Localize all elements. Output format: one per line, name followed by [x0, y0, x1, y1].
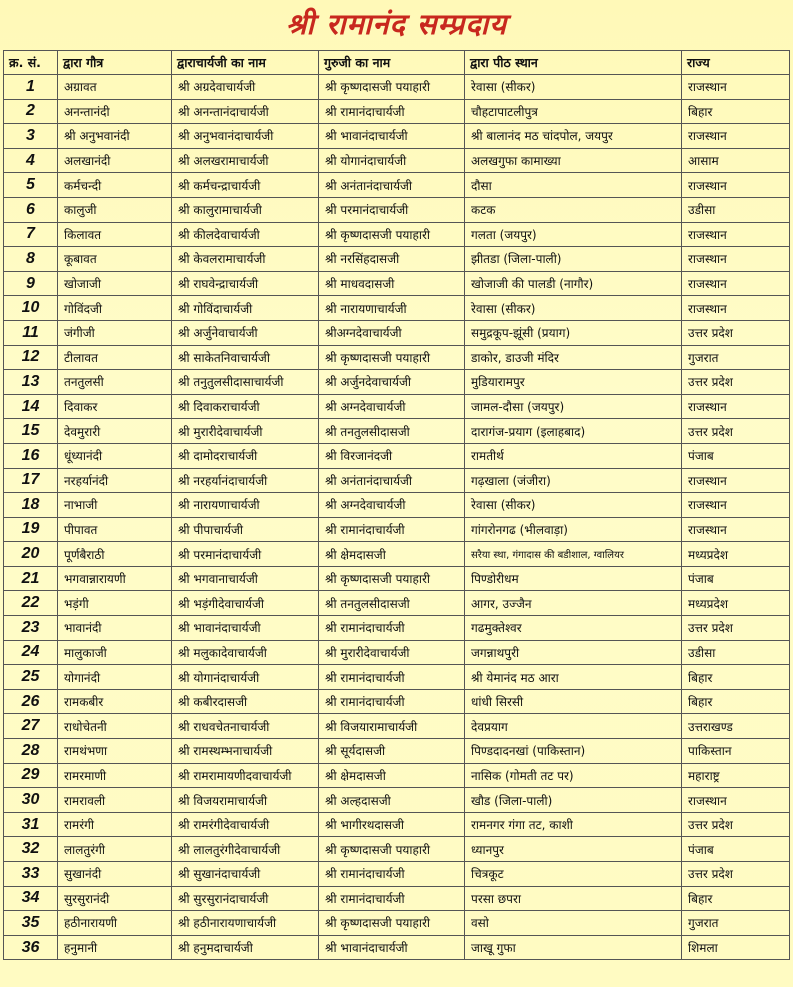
- acharya-cell: श्री अर्जुनेवाचार्यजी: [172, 320, 319, 345]
- table-header-row: [4, 51, 790, 75]
- place-cell: रेवासा (सीकर): [465, 75, 682, 100]
- table-row: [4, 542, 790, 567]
- serial-cell: 17: [4, 468, 58, 493]
- serial-cell: 30: [4, 788, 58, 813]
- guru-cell: श्री तनतुलसीदासजी: [319, 591, 465, 616]
- serial-cell: 8: [4, 247, 58, 272]
- place-cell: सरैया स्था, गंगादास की बडीशाल, ग्वालियर: [465, 542, 682, 567]
- table-row: [4, 886, 790, 911]
- acharya-cell: श्री राधवचेतनाचार्यजी: [172, 714, 319, 739]
- acharya-cell: श्री अनुभवानंदाचार्यजी: [172, 124, 319, 149]
- guru-cell: श्री रामानंदाचार्यजी: [319, 689, 465, 714]
- acharya-cell: श्री राघवेन्द्राचार्यजी: [172, 271, 319, 296]
- place-cell: गांगरोनगढ (भीलवाड़ा): [465, 517, 682, 542]
- acharya-cell: श्री अलखरामाचार्यजी: [172, 148, 319, 173]
- acharya-cell: श्री योगानंदाचार्यजी: [172, 665, 319, 690]
- guru-cell: श्री कृष्णदासजी पयाहारी: [319, 837, 465, 862]
- state-cell: उत्तर प्रदेश: [682, 320, 790, 345]
- table-row: [4, 197, 790, 222]
- guru-cell: श्री माधवदासजी: [319, 271, 465, 296]
- header-state: राज्य: [682, 51, 790, 75]
- serial-cell: 23: [4, 616, 58, 641]
- serial-cell: 4: [4, 148, 58, 173]
- acharya-cell: श्री सुरसुरानंदाचार्यजी: [172, 886, 319, 911]
- acharya-cell: श्री केवलरामाचार्यजी: [172, 247, 319, 272]
- gotra-cell: अलखानंदी: [58, 148, 172, 173]
- gotra-cell: सुरसुरानंदी: [58, 886, 172, 911]
- guru-cell: श्री कृष्णदासजी पयाहारी: [319, 75, 465, 100]
- state-cell: आसाम: [682, 148, 790, 173]
- serial-cell: 33: [4, 862, 58, 887]
- table-row: [4, 75, 790, 100]
- guru-cell: श्री विजयारामाचार्यजी: [319, 714, 465, 739]
- acharya-cell: श्री लालतुरंगीदेवाचार्यजी: [172, 837, 319, 862]
- guru-cell: श्री अनंतानंदाचार्यजी: [319, 173, 465, 198]
- gotra-cell: भगवान्नारायणी: [58, 566, 172, 591]
- state-cell: उडीसा: [682, 640, 790, 665]
- guru-cell: श्री भागीरथदासजी: [319, 812, 465, 837]
- page-title: श्री रामानंद सम्प्रदाय: [285, 7, 508, 41]
- state-cell: मध्यप्रदेश: [682, 591, 790, 616]
- gotra-cell: मालुकाजी: [58, 640, 172, 665]
- place-cell: मुडियारामपुर: [465, 370, 682, 395]
- serial-cell: 6: [4, 197, 58, 222]
- gotra-cell: रामरावली: [58, 788, 172, 813]
- table-row: [4, 443, 790, 468]
- state-cell: बिहार: [682, 886, 790, 911]
- guru-cell: श्री नरसिंहदासजी: [319, 247, 465, 272]
- table-row: [4, 148, 790, 173]
- place-cell: जाखू गुफा: [465, 935, 682, 960]
- acharya-cell: श्री दिवाकराचार्यजी: [172, 394, 319, 419]
- guru-cell: श्री अग्नदेवाचार्यजी: [319, 394, 465, 419]
- gotra-cell: अनन्तानंदी: [58, 99, 172, 124]
- acharya-cell: श्री कालुरामाचार्यजी: [172, 197, 319, 222]
- place-cell: श्री बालानंद मठ चांदपोल, जयपुर: [465, 124, 682, 149]
- state-cell: राजस्थान: [682, 394, 790, 419]
- table-row: [4, 517, 790, 542]
- acharya-cell: श्री कबीरदासजी: [172, 689, 319, 714]
- table-row: [4, 370, 790, 395]
- header-serial: क्र. सं.: [4, 51, 58, 75]
- serial-cell: 1: [4, 75, 58, 100]
- table-row: [4, 616, 790, 641]
- table-row: [4, 320, 790, 345]
- place-cell: खौड (जिला-पाली): [465, 788, 682, 813]
- guru-cell: श्री कृष्णदासजी पयाहारी: [319, 911, 465, 936]
- state-cell: उडीसा: [682, 197, 790, 222]
- place-cell: देवप्रयाग: [465, 714, 682, 739]
- table-row: [4, 419, 790, 444]
- serial-cell: 35: [4, 911, 58, 936]
- table-row: [4, 345, 790, 370]
- gotra-cell: हनुमानी: [58, 935, 172, 960]
- serial-cell: 27: [4, 714, 58, 739]
- guru-cell: श्री रामानंदाचार्यजी: [319, 99, 465, 124]
- state-cell: बिहार: [682, 689, 790, 714]
- place-cell: ध्यानपुर: [465, 837, 682, 862]
- guru-cell: श्री कृष्णदासजी पयाहारी: [319, 566, 465, 591]
- table-row: [4, 739, 790, 764]
- serial-cell: 16: [4, 443, 58, 468]
- serial-cell: 22: [4, 591, 58, 616]
- guru-cell: श्री भावानंदाचार्यजी: [319, 935, 465, 960]
- guru-cell: श्री रामानंदाचार्यजी: [319, 886, 465, 911]
- acharya-cell: श्री नरहर्यानंदाचार्यजी: [172, 468, 319, 493]
- guru-cell: श्री तनतुलसीदासजी: [319, 419, 465, 444]
- place-cell: धांधी सिरसी: [465, 689, 682, 714]
- guru-cell: श्री सूर्यदासजी: [319, 739, 465, 764]
- table-row: [4, 788, 790, 813]
- table-row: [4, 812, 790, 837]
- serial-cell: 32: [4, 837, 58, 862]
- serial-cell: 29: [4, 763, 58, 788]
- serial-cell: 36: [4, 935, 58, 960]
- gotra-cell: रामकबीर: [58, 689, 172, 714]
- place-cell: रामनगर गंगा तट, काशी: [465, 812, 682, 837]
- acharya-cell: श्री दामोदराचार्यजी: [172, 443, 319, 468]
- state-cell: राजस्थान: [682, 247, 790, 272]
- serial-cell: 24: [4, 640, 58, 665]
- serial-cell: 11: [4, 320, 58, 345]
- serial-cell: 7: [4, 222, 58, 247]
- table-row: [4, 640, 790, 665]
- acharya-cell: श्री मुरारीदेवाचार्यजी: [172, 419, 319, 444]
- state-cell: राजस्थान: [682, 788, 790, 813]
- place-cell: खोजाजी की पालडी (नागौर): [465, 271, 682, 296]
- state-cell: उत्तर प्रदेश: [682, 419, 790, 444]
- guru-cell: श्री अर्जुनदेवाचार्यजी: [319, 370, 465, 395]
- serial-cell: 2: [4, 99, 58, 124]
- serial-cell: 15: [4, 419, 58, 444]
- acharya-cell: श्री भावानंदाचार्यजी: [172, 616, 319, 641]
- state-cell: राजस्थान: [682, 517, 790, 542]
- acharya-cell: श्री गोविंदाचार्यजी: [172, 296, 319, 321]
- place-cell: दौसा: [465, 173, 682, 198]
- state-cell: उत्तर प्रदेश: [682, 862, 790, 887]
- state-cell: राजस्थान: [682, 222, 790, 247]
- acharya-cell: श्री सुखानंदाचार्यजी: [172, 862, 319, 887]
- serial-cell: 10: [4, 296, 58, 321]
- state-cell: उत्तराखण्ड: [682, 714, 790, 739]
- gotra-cell: नाभाजी: [58, 493, 172, 518]
- serial-cell: 13: [4, 370, 58, 395]
- gotra-cell: जंगीजी: [58, 320, 172, 345]
- acharya-cell: श्री रामस्थम्भनाचार्यजी: [172, 739, 319, 764]
- place-cell: झीतडा (जिला-पाली): [465, 247, 682, 272]
- table-row: [4, 99, 790, 124]
- acharya-cell: श्री हनुमदाचार्यजी: [172, 935, 319, 960]
- table-row: [4, 468, 790, 493]
- state-cell: बिहार: [682, 665, 790, 690]
- table-row: [4, 173, 790, 198]
- gotra-cell: दिवाकर: [58, 394, 172, 419]
- place-cell: गढमुक्तेश्वर: [465, 616, 682, 641]
- guru-cell: श्री नारायणाचार्यजी: [319, 296, 465, 321]
- serial-cell: 28: [4, 739, 58, 764]
- gotra-cell: कूबावत: [58, 247, 172, 272]
- acharya-cell: श्री भगवानाचार्यजी: [172, 566, 319, 591]
- gotra-cell: देवमुरारी: [58, 419, 172, 444]
- serial-cell: 12: [4, 345, 58, 370]
- place-cell: रामतीर्थ: [465, 443, 682, 468]
- gotra-cell: पीपावत: [58, 517, 172, 542]
- serial-cell: 26: [4, 689, 58, 714]
- acharya-cell: श्री पीपाचार्यजी: [172, 517, 319, 542]
- table-row: [4, 566, 790, 591]
- guru-cell: श्री रामानंदाचार्यजी: [319, 517, 465, 542]
- table-row: [4, 763, 790, 788]
- table-row: [4, 296, 790, 321]
- gotra-cell: रामथंभणा: [58, 739, 172, 764]
- gotra-cell: योगानंदी: [58, 665, 172, 690]
- state-cell: पंजाब: [682, 566, 790, 591]
- place-cell: दारागंज-प्रयाग (इलाहबाद): [465, 419, 682, 444]
- serial-cell: 14: [4, 394, 58, 419]
- place-cell: रेवासा (सीकर): [465, 493, 682, 518]
- serial-cell: 19: [4, 517, 58, 542]
- gotra-cell: नरहर्यानंदी: [58, 468, 172, 493]
- guru-cell: श्रीअग्नदेवाचार्यजी: [319, 320, 465, 345]
- table-row: [4, 911, 790, 936]
- serial-cell: 31: [4, 812, 58, 837]
- acharya-cell: श्री नारायणाचार्यजी: [172, 493, 319, 518]
- table-row: [4, 935, 790, 960]
- guru-cell: श्री विरजानंदजी: [319, 443, 465, 468]
- gotra-cell: टीलावत: [58, 345, 172, 370]
- place-cell: पिण्डदादनखां (पाकिस्तान): [465, 739, 682, 764]
- state-cell: राजस्थान: [682, 468, 790, 493]
- place-cell: नासिक (गोमती तट पर): [465, 763, 682, 788]
- place-cell: पिण्डोरीधम: [465, 566, 682, 591]
- gotra-cell: भावानंदी: [58, 616, 172, 641]
- state-cell: महाराष्ट्र: [682, 763, 790, 788]
- place-cell: कटक: [465, 197, 682, 222]
- guru-cell: श्री रामानंदाचार्यजी: [319, 665, 465, 690]
- place-cell: गढ़खाला (जंजीरा): [465, 468, 682, 493]
- place-cell: श्री येमानंद मठ आरा: [465, 665, 682, 690]
- table-row: [4, 247, 790, 272]
- acharya-cell: श्री तनुतुलसीदासाचार्यजी: [172, 370, 319, 395]
- header-gotra: द्वारा गौत्र: [58, 51, 172, 75]
- acharya-cell: श्री कर्मचन्द्राचार्यजी: [172, 173, 319, 198]
- place-cell: डाकोर, डाउजी मंदिर: [465, 345, 682, 370]
- place-cell: जामल-दौसा (जयपुर): [465, 394, 682, 419]
- serial-cell: 5: [4, 173, 58, 198]
- state-cell: राजस्थान: [682, 75, 790, 100]
- acharya-cell: श्री भड़ंगीदेवाचार्यजी: [172, 591, 319, 616]
- acharya-cell: श्री परमानंदाचार्यजी: [172, 542, 319, 567]
- place-cell: चौहटापाटलीपुत्र: [465, 99, 682, 124]
- place-cell: रेवासा (सीकर): [465, 296, 682, 321]
- guru-cell: श्री कृष्णदासजी पयाहारी: [319, 222, 465, 247]
- table-body: [4, 75, 790, 960]
- table-row: [4, 665, 790, 690]
- table-row: [4, 271, 790, 296]
- state-cell: राजस्थान: [682, 493, 790, 518]
- place-cell: आगर, उज्जैन: [465, 591, 682, 616]
- guru-cell: श्री योगानंदाचार्यजी: [319, 148, 465, 173]
- place-cell: अलखगुफा कामाख्या: [465, 148, 682, 173]
- state-cell: राजस्थान: [682, 296, 790, 321]
- table-row: [4, 222, 790, 247]
- place-cell: समुद्रकूप-झूंसी (प्रयाग): [465, 320, 682, 345]
- acharya-cell: श्री मलुकादेवाचार्यजी: [172, 640, 319, 665]
- gotra-cell: कालुजी: [58, 197, 172, 222]
- acharya-cell: श्री कीलदेवाचार्यजी: [172, 222, 319, 247]
- serial-cell: 18: [4, 493, 58, 518]
- table-row: [4, 394, 790, 419]
- place-cell: गलता (जयपुर): [465, 222, 682, 247]
- header-place: द्वारा पीठ स्थान: [465, 51, 682, 75]
- state-cell: गुजरात: [682, 345, 790, 370]
- state-cell: गुजरात: [682, 911, 790, 936]
- table-row: [4, 591, 790, 616]
- table-row: [4, 689, 790, 714]
- state-cell: शिमला: [682, 935, 790, 960]
- gotra-cell: किलावत: [58, 222, 172, 247]
- gotra-cell: श्री अनुभवानंदी: [58, 124, 172, 149]
- state-cell: पाकिस्तान: [682, 739, 790, 764]
- serial-cell: 34: [4, 886, 58, 911]
- table-row: [4, 837, 790, 862]
- gotra-cell: रामरंगी: [58, 812, 172, 837]
- guru-cell: श्री क्षेमदासजी: [319, 763, 465, 788]
- gotra-cell: लालतुरंगी: [58, 837, 172, 862]
- guru-cell: श्री परमानंदाचार्यजी: [319, 197, 465, 222]
- serial-cell: 3: [4, 124, 58, 149]
- gotra-cell: पूर्णबैराठी: [58, 542, 172, 567]
- table-row: [4, 714, 790, 739]
- gotra-cell: हठीनारायणी: [58, 911, 172, 936]
- gotra-cell: सुखानंदी: [58, 862, 172, 887]
- state-cell: उत्तर प्रदेश: [682, 616, 790, 641]
- guru-cell: श्री अल्हदासजी: [319, 788, 465, 813]
- state-cell: उत्तर प्रदेश: [682, 370, 790, 395]
- state-cell: राजस्थान: [682, 173, 790, 198]
- gotra-cell: भड़ंगी: [58, 591, 172, 616]
- guru-cell: श्री अनंतानंदाचार्यजी: [319, 468, 465, 493]
- state-cell: बिहार: [682, 99, 790, 124]
- guru-cell: श्री रामानंदाचार्यजी: [319, 862, 465, 887]
- gotra-cell: धूंध्यानंदी: [58, 443, 172, 468]
- gotra-cell: तनतुलसी: [58, 370, 172, 395]
- state-cell: मध्यप्रदेश: [682, 542, 790, 567]
- acharya-cell: श्री रामरंगीदेवाचार्यजी: [172, 812, 319, 837]
- gotra-cell: रामरमाणी: [58, 763, 172, 788]
- serial-cell: 21: [4, 566, 58, 591]
- place-cell: परसा छपरा: [465, 886, 682, 911]
- gotra-cell: कर्मचन्दी: [58, 173, 172, 198]
- acharya-cell: श्री रामरामायणीदवाचार्यजी: [172, 763, 319, 788]
- guru-cell: श्री कृष्णदासजी पयाहारी: [319, 345, 465, 370]
- sampradaya-table: [3, 50, 790, 960]
- place-cell: जगन्नाथपुरी: [465, 640, 682, 665]
- state-cell: पंजाब: [682, 837, 790, 862]
- table-row: [4, 862, 790, 887]
- state-cell: पंजाब: [682, 443, 790, 468]
- guru-cell: श्री अग्नदेवाचार्यजी: [319, 493, 465, 518]
- serial-cell: 9: [4, 271, 58, 296]
- acharya-cell: श्री हठीनारायणाचार्यजी: [172, 911, 319, 936]
- acharya-cell: श्री अग्रदेवाचार्यजी: [172, 75, 319, 100]
- acharya-cell: श्री विजयरामाचार्यजी: [172, 788, 319, 813]
- table-row: [4, 493, 790, 518]
- header-guru: गुरुजी का नाम: [319, 51, 465, 75]
- serial-cell: 25: [4, 665, 58, 690]
- place-cell: वसो: [465, 911, 682, 936]
- guru-cell: श्री भावानंदाचार्यजी: [319, 124, 465, 149]
- gotra-cell: गोविंदजी: [58, 296, 172, 321]
- acharya-cell: श्री साकेतनिवाचार्यजी: [172, 345, 319, 370]
- gotra-cell: खोजाजी: [58, 271, 172, 296]
- state-cell: राजस्थान: [682, 271, 790, 296]
- place-cell: चित्रकूट: [465, 862, 682, 887]
- state-cell: उत्तर प्रदेश: [682, 812, 790, 837]
- table-row: [4, 124, 790, 149]
- guru-cell: श्री मुरारीदेवाचार्यजी: [319, 640, 465, 665]
- gotra-cell: राधोचेतनी: [58, 714, 172, 739]
- state-cell: राजस्थान: [682, 124, 790, 149]
- acharya-cell: श्री अनन्तानंदाचार्यजी: [172, 99, 319, 124]
- serial-cell: 20: [4, 542, 58, 567]
- guru-cell: श्री क्षेमदासजी: [319, 542, 465, 567]
- gotra-cell: अग्रावत: [58, 75, 172, 100]
- header-acharya: द्वाराचार्यजी का नाम: [172, 51, 319, 75]
- guru-cell: श्री रामानंदाचार्यजी: [319, 616, 465, 641]
